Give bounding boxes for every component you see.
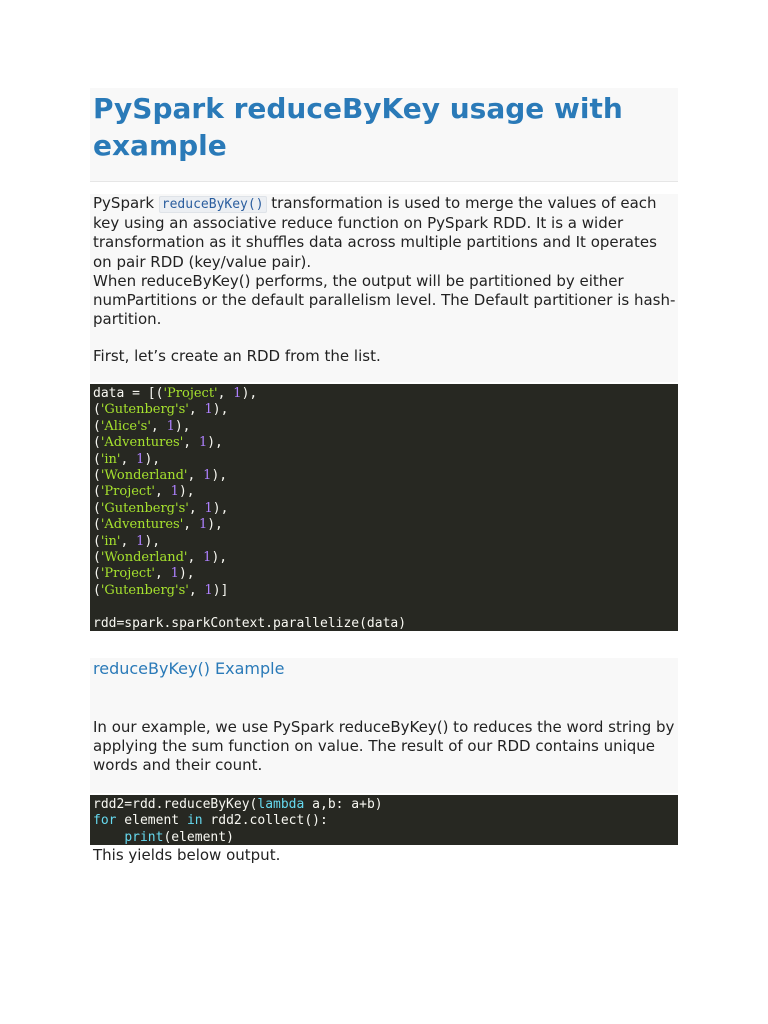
code-line-2-b: rdd2.collect(): bbox=[202, 813, 328, 829]
code-row-sep: , bbox=[188, 582, 205, 598]
code-row-close: )] bbox=[212, 582, 229, 598]
output-note bbox=[90, 846, 678, 865]
intro-paragraph bbox=[90, 194, 678, 272]
create-rdd-paragraph: First, let’s create an RDD from the list. bbox=[93, 347, 381, 366]
code-string-word: 'Gutenberg's' bbox=[100, 500, 189, 516]
code-row-close: ), bbox=[207, 517, 223, 533]
code-row-sep: , bbox=[188, 402, 205, 418]
code-row-sep: , bbox=[187, 550, 204, 566]
code-row-sep: , bbox=[217, 386, 234, 401]
code-row-open: ( bbox=[93, 500, 101, 516]
code-row-open: ( bbox=[93, 566, 101, 582]
code-number: 1 bbox=[136, 451, 145, 467]
code-line-3-b: (element) bbox=[163, 829, 234, 845]
title-block bbox=[90, 88, 678, 182]
code-number: 1 bbox=[203, 468, 212, 484]
code-number: 1 bbox=[198, 517, 208, 533]
code-row-close: ), bbox=[178, 566, 195, 582]
code-string-word: 'in' bbox=[100, 451, 121, 467]
code-row-open: ( bbox=[93, 418, 101, 434]
code-row-open: ( bbox=[93, 533, 101, 549]
code-row-sep: , bbox=[120, 533, 137, 549]
code-string-word: 'Project' bbox=[100, 484, 155, 500]
code-string-word: 'Wonderland' bbox=[100, 550, 188, 566]
code-row-close: ), bbox=[144, 451, 161, 467]
inline-code-reducebykey: reduceByKey() bbox=[159, 196, 267, 213]
keyword-for: for bbox=[93, 813, 117, 829]
code-row-open: ( bbox=[93, 550, 101, 566]
keyword-in: in bbox=[186, 813, 203, 829]
code-line-1-b: a,b: a+b) bbox=[304, 797, 383, 812]
code-row-sep: , bbox=[120, 451, 137, 467]
code-row-close: ), bbox=[144, 533, 161, 549]
code-row-close: ), bbox=[212, 402, 229, 418]
code-number: 1 bbox=[198, 435, 208, 451]
keyword-print: print bbox=[124, 829, 164, 845]
example-section bbox=[90, 658, 678, 793]
code-indent bbox=[93, 830, 124, 845]
code-number: 1 bbox=[170, 566, 179, 582]
code-row-close: ), bbox=[211, 468, 228, 484]
output-note-text: This yields below output. bbox=[93, 846, 281, 864]
keyword-lambda: lambda bbox=[257, 797, 305, 812]
code-string-word: 'Wonderland' bbox=[100, 468, 188, 484]
section-heading: reduceByKey() Example bbox=[93, 659, 285, 678]
intro-text-after: transformation is used to merge the values of each key using an associative reduce function on PySpark RDD. It is a wider transformation as it shuffles data across multiple partitions and It operates on pair RDD (key/value pair). bbox=[93, 194, 657, 271]
code-row-open: ( bbox=[93, 484, 101, 500]
code-row-close: ), bbox=[174, 418, 191, 434]
code-parallelize-line: rdd=spark.sparkContext.parallelize(data) bbox=[93, 615, 407, 631]
code-row-open: ( bbox=[93, 451, 101, 467]
code-row-sep: , bbox=[155, 484, 171, 500]
code-number: 1 bbox=[204, 582, 213, 598]
code-row-sep: , bbox=[150, 418, 167, 434]
code-string-word: 'Adventures' bbox=[100, 435, 184, 451]
code-row-open: ( bbox=[93, 402, 101, 418]
code-number: 1 bbox=[204, 402, 213, 418]
code-row-close: ), bbox=[211, 550, 228, 566]
code-string-word: 'Project' bbox=[163, 386, 218, 401]
example-paragraph: In our example, we use PySpark reduceByKey() to reduces the word string by applying the sum function on value. The result of our RDD contains unique words and their count. bbox=[93, 718, 675, 775]
code-rows bbox=[93, 386, 257, 598]
code-string-word: 'Gutenberg's' bbox=[100, 582, 189, 598]
code-number: 1 bbox=[166, 418, 175, 434]
code-number: 1 bbox=[204, 500, 213, 516]
code-row-close: ), bbox=[207, 435, 223, 451]
code-string-word: 'Gutenberg's' bbox=[100, 402, 189, 418]
code-row-open: ( bbox=[93, 435, 101, 451]
code-number: 1 bbox=[170, 484, 179, 500]
code-row-open: ( bbox=[93, 517, 101, 533]
code-row-sep: , bbox=[187, 468, 204, 484]
code-prefix: data = [( bbox=[93, 386, 164, 401]
code-row-close: ), bbox=[241, 386, 258, 401]
code-string-word: 'Alice's' bbox=[100, 418, 151, 434]
partition-paragraph: When reduceByKey() performs, the output will be partitioned by either numPartitions or the default parallelism level. The Default partitioner is hash-partition. bbox=[93, 271, 676, 329]
code-row-sep: , bbox=[188, 500, 205, 516]
code-number: 1 bbox=[233, 386, 242, 401]
code-number: 1 bbox=[136, 533, 145, 549]
code-row-close: ), bbox=[178, 484, 195, 500]
code-row-close: ), bbox=[212, 500, 229, 516]
code-string-word: 'Project' bbox=[100, 566, 155, 582]
code-string-word: 'Adventures' bbox=[100, 517, 184, 533]
code-line-1-a: rdd2=rdd.reduceByKey( bbox=[93, 797, 258, 812]
code-row-sep: , bbox=[183, 517, 199, 533]
code-row-open: ( bbox=[93, 468, 101, 484]
intro-section bbox=[90, 194, 678, 382]
page-title: PySpark reduceByKey usage with example bbox=[93, 92, 623, 162]
code-number: 1 bbox=[203, 550, 212, 566]
code-block-reduce bbox=[90, 795, 678, 845]
code-row-sep: , bbox=[155, 566, 171, 582]
code-block-data bbox=[90, 384, 678, 631]
intro-text-before: PySpark bbox=[93, 194, 159, 212]
code-row-sep: , bbox=[183, 435, 199, 451]
code-string-word: 'in' bbox=[100, 533, 121, 549]
code-row-open: ( bbox=[93, 582, 101, 598]
code-line-2-a: element bbox=[116, 813, 187, 829]
